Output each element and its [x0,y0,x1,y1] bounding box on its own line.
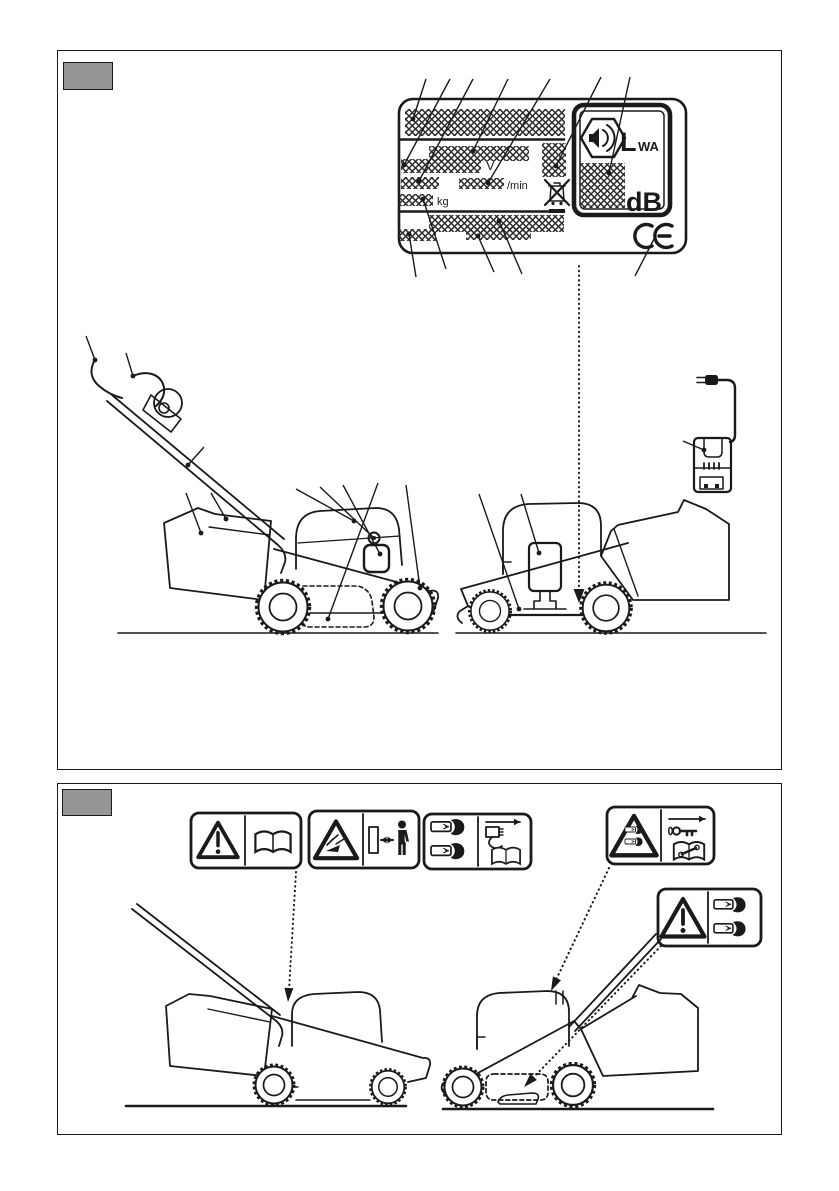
warning-label-blade-disconnect [424,814,531,869]
grass-catcher [164,508,271,600]
mower-left-side-view [126,904,430,1106]
rating-plate [399,77,686,277]
cutting-blade-hand-icon [431,819,464,835]
maintenance-book-wrench-icon [674,842,704,860]
grass-catcher-right [601,500,729,600]
speaker-noise-icon [581,119,625,157]
figure-bottom-drawing [58,784,783,1136]
figure-top-panel [57,50,782,770]
battery-door [364,545,389,572]
decal-location-arrows [284,868,661,1087]
keep-bystanders-distance-icon [369,821,409,856]
open-book-icon [492,848,520,864]
mower-left-callout-lines [86,336,422,621]
front-wheel [469,590,510,631]
charger-cable [718,380,735,442]
warning-label-blade-hazard [658,889,761,946]
noise-level-main: L [620,127,637,157]
voltage-unit: V [486,158,495,173]
noise-unit: dB [626,187,662,217]
blade-warning-triangle-icon [611,816,656,855]
open-book-icon [255,832,290,852]
remove-key-icon [669,816,705,835]
noise-level-sub: WA [638,139,659,154]
battery-pack [524,543,566,609]
warning-label-blade-remove-key [607,807,714,864]
mower-left-side-view [86,336,438,634]
cutting-blade-hand-icon [714,921,746,936]
mass-unit: kg [437,196,449,208]
cutting-blade-hand-icon [431,843,464,859]
battery-charger [683,375,735,492]
rear-wheel [551,1063,594,1106]
power-plug-icon [697,375,718,385]
warning-label-thrown-objects [309,811,419,868]
figure-bottom-panel [57,783,782,1135]
rear-wheel [382,580,435,633]
rotation-unit: /min [507,180,528,192]
noise-level-box [574,105,670,217]
cutting-blade-hand-icon [714,897,746,912]
plate-location-arrow [574,266,585,603]
front-wheel [254,1065,294,1105]
rear-wheel [370,1069,405,1104]
figure-top-drawing [58,51,783,771]
warning-label-read-manual [191,813,301,868]
rear-wheel [581,583,631,633]
mower-right-side-view [442,934,713,1109]
mower-right-side-view [456,494,766,633]
remove-connector-icon [486,819,520,849]
thrown-objects-triangle-icon [315,821,357,858]
weee-crossed-bin-icon [545,180,569,213]
ce-mark [635,224,672,247]
